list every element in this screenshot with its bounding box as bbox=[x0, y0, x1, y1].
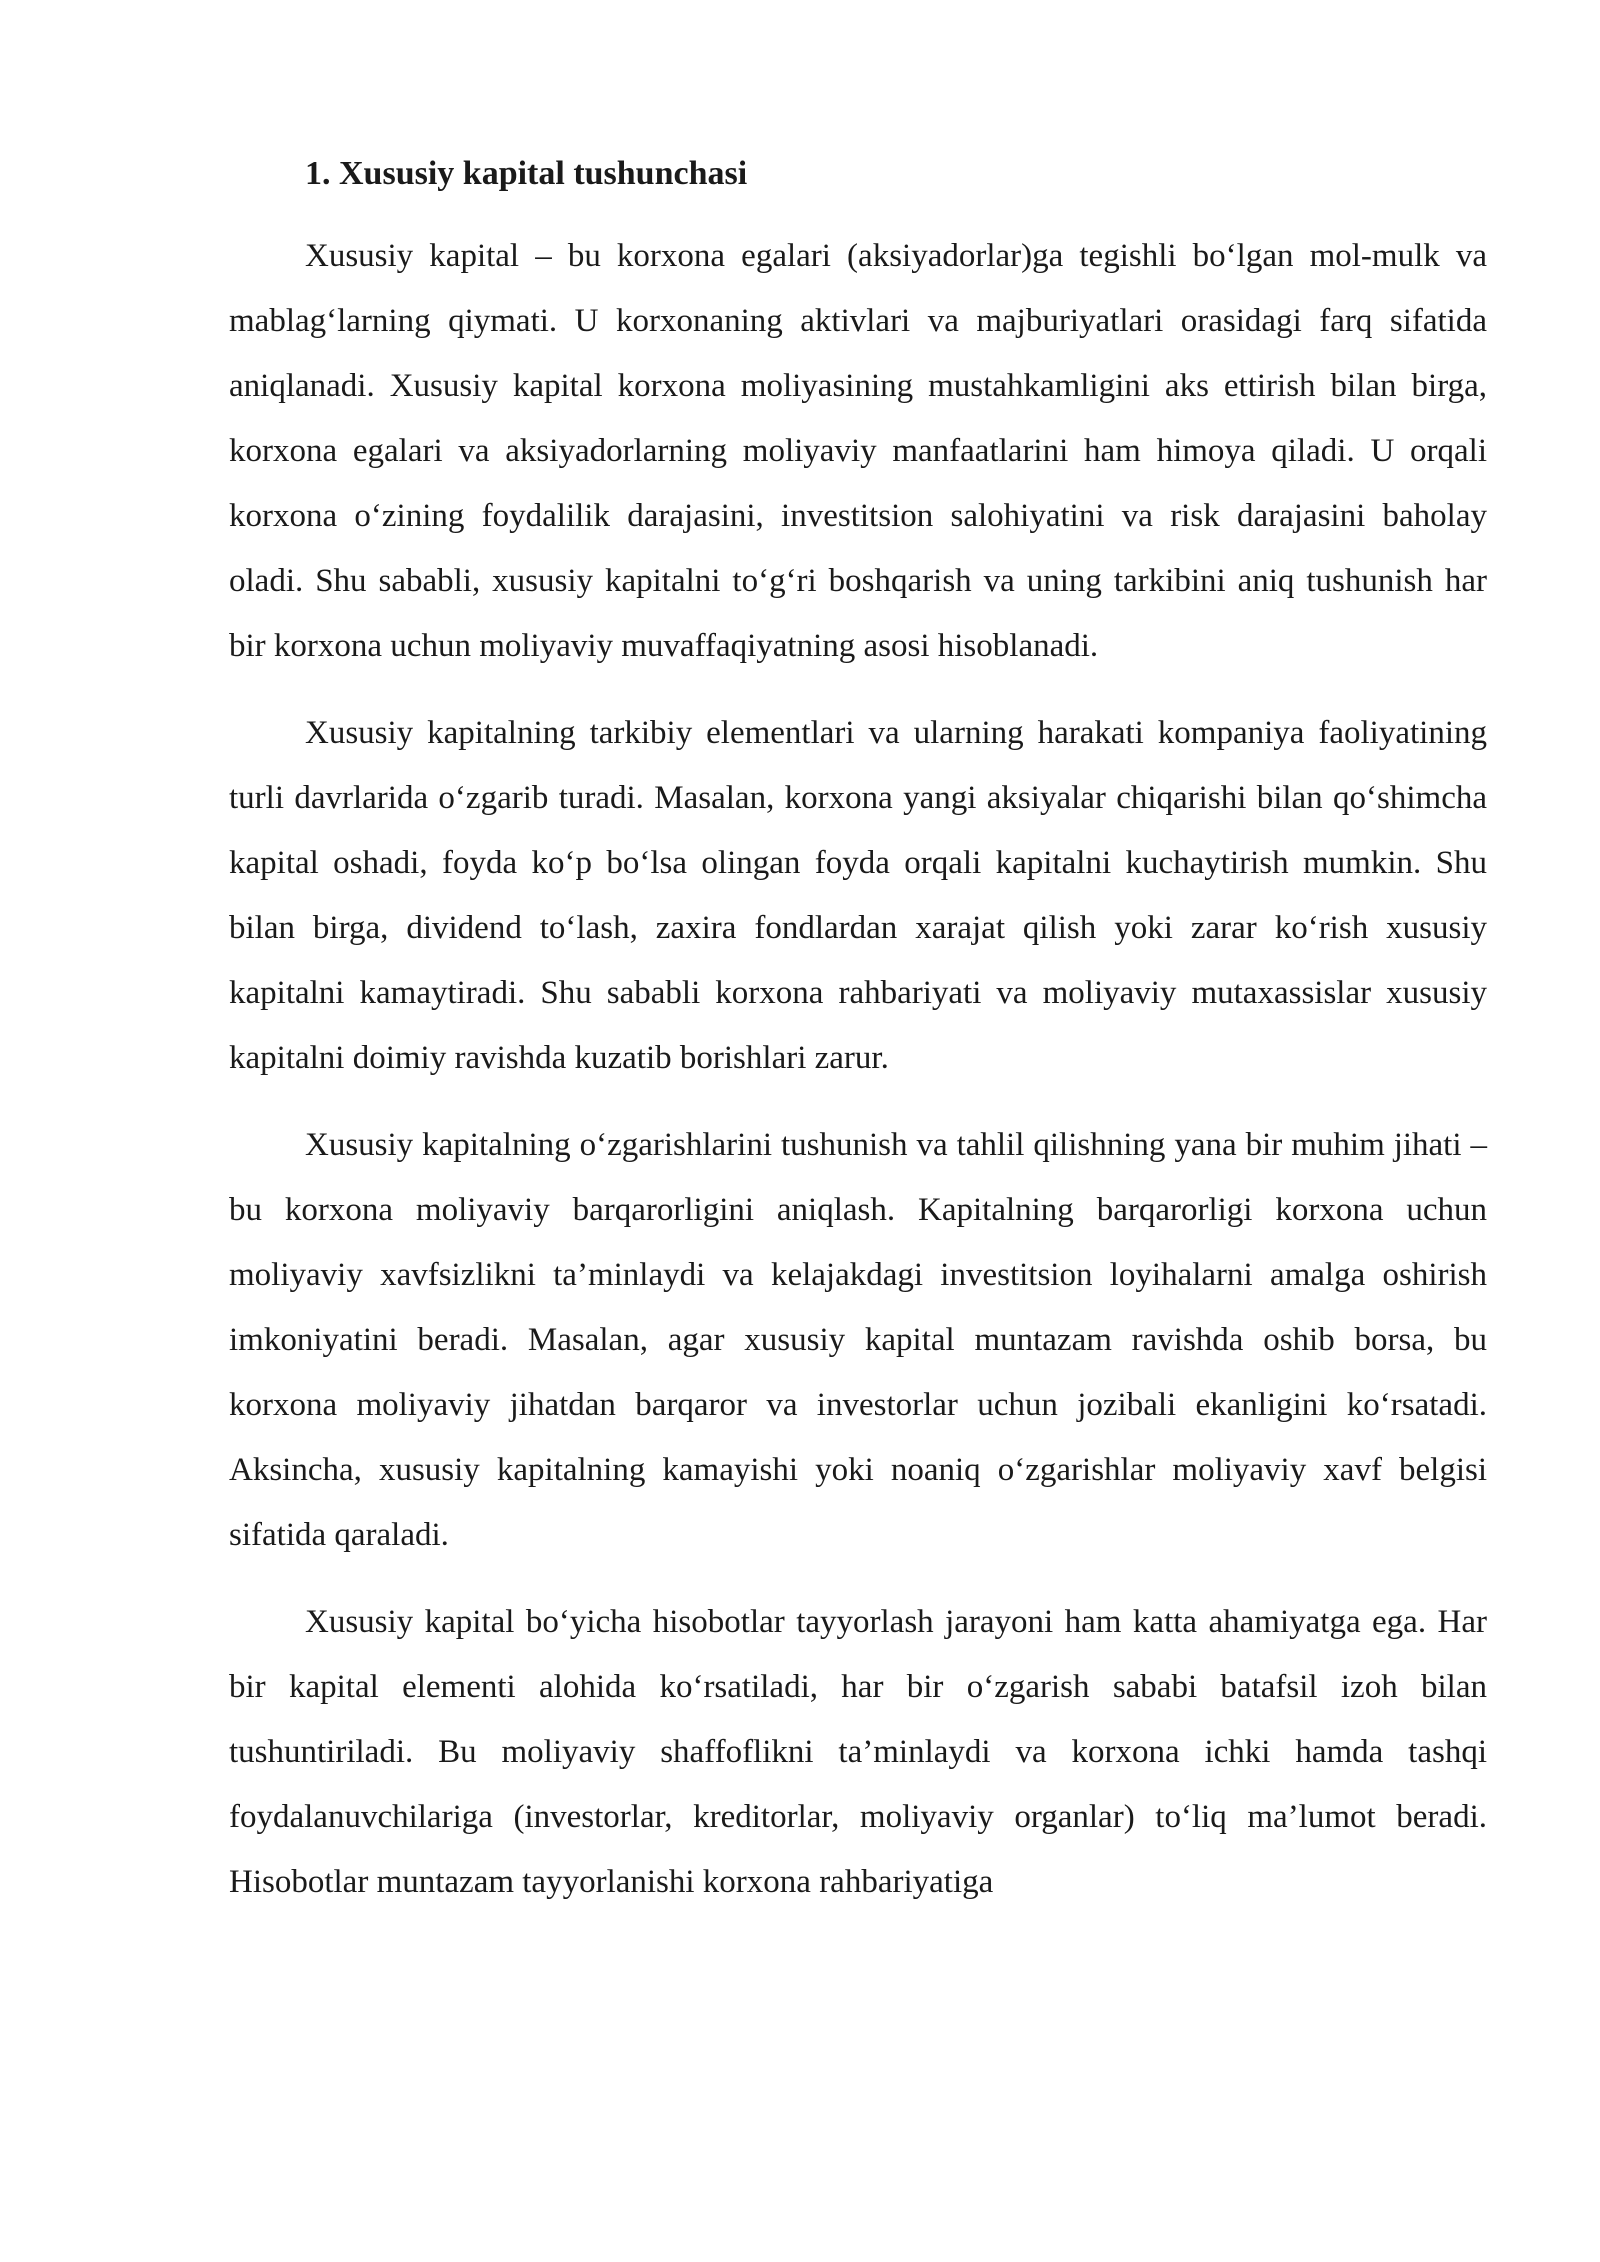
paragraph-definition: Xususiy kapital – bu korxona egalari (aksiyadorlar)ga tegishli bo‘lgan mol-mulk va mablag‘larning qiymati. U korxonaning aktivlari va majburiyatlari orasidagi farq sifatida aniqlanadi. Xususiy kapital korxona moliyasining mustahkamligini aks ettirish bilan birga, korxona egalari va aksiyadorlarning moliyaviy manfaatlarini ham himoya qiladi. U orqali korxona o‘zining foydalilik darajasini, investitsion salohiyatini va risk darajasini baholay oladi. Shu sababli, xususiy kapitalni to‘g‘ri boshqarish va uning tarkibini aniq tushunish har bir korxona uchun moliyaviy muvaffaqiyatning asosi hisoblanadi. bbox=[229, 238, 1487, 664]
page-content bbox=[229, 148, 1487, 1937]
paragraph-elements: Xususiy kapitalning tarkibiy elementlari va ularning harakati kompaniya faoliyatining turli davrlarida o‘zgarib turadi. Masalan, korxona yangi aksiyalar chiqarishi bilan qo‘shimcha kapital oshadi, foyda ko‘p bo‘lsa olingan foyda orqali kapitalni kuchaytirish mumkin. Shu bilan birga, dividend to‘lash, zaxira fondlardan xarajat qilish yoki zarar ko‘rish xususiy kapitalni kamaytiradi. Shu sababli korxona rahbariyati va moliyaviy mutaxassislar xususiy kapitalni doimiy ravishda kuzatib borishlari zarur. bbox=[229, 715, 1487, 1076]
section-heading: 1. Xususiy kapital tushunchasi bbox=[305, 155, 748, 192]
paragraph-stability: Xususiy kapitalning o‘zgarishlarini tushunish va tahlil qilishning yana bir muhim jihati – bu korxona moliyaviy barqarorligini aniqlash. Kapitalning barqarorligi korxona uchun moliyaviy xavfsizlikni ta’minlaydi va kelajakdagi investitsion loyihalarni amalga oshirish imkoniyatini beradi. Masalan, agar xususiy kapital muntazam ravishda oshib borsa, bu korxona moliyaviy jihatdan barqaror va investorlar uchun jozibali ekanligini ko‘rsatadi. Aksincha, xususiy kapitalning kamayishi yoki noaniq o‘zgarishlar moliyaviy xavf belgisi sifatida qaraladi. bbox=[229, 1127, 1487, 1553]
paragraph-reports: Xususiy kapital bo‘yicha hisobotlar tayyorlash jarayoni ham katta ahamiyatga ega. Har bir kapital elementi alohida ko‘rsatiladi, har bir o‘zgarish sababi batafsil izoh bilan tushuntiriladi. Bu moliyaviy shaffoflikni ta’minlaydi va korxona ichki hamda tashqi foydalanuvchilariga (investorlar, kreditorlar, moliyaviy organlar) to‘liq ma’lumot beradi. Hisobotlar muntazam tayyorlanishi korxona rahbariyatiga bbox=[229, 1604, 1487, 1900]
